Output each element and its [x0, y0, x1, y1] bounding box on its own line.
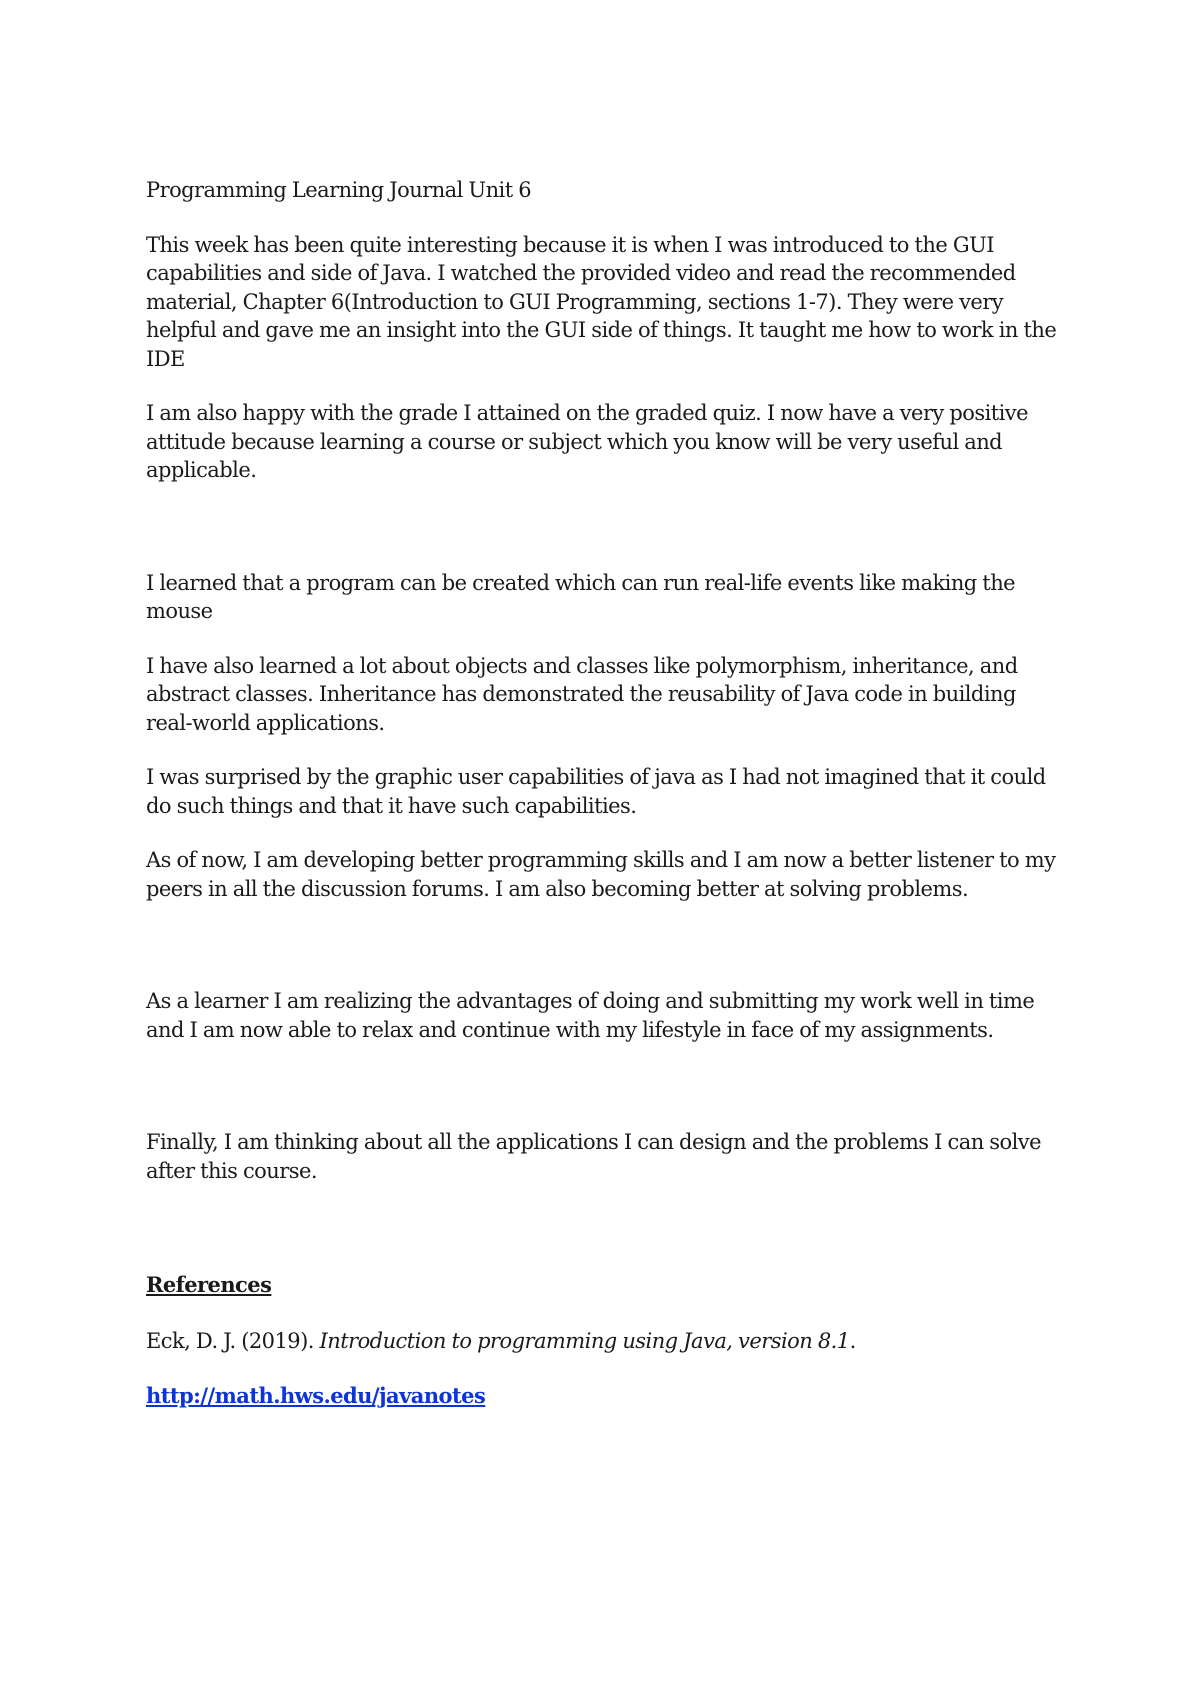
paragraph-objects-classes: I have also learned a lot about objects and classes like polymorphism, inheritance, and abstract classes. Inheritance has demonstrated the reusability of Java code in building real-world applications. — [146, 653, 1018, 735]
paragraph-learner: As a learner I am realizing the advantages of doing and submitting my work well in time and I am now able to relax and continue with my lifestyle in face of my assignments. — [146, 989, 1035, 1042]
reference-end: . — [849, 1328, 856, 1353]
paragraph-program-events: I learned that a program can be created which can run real-life events like making the mouse — [146, 570, 1016, 623]
paragraph-grade: I am also happy with the grade I attained on the graded quiz. I now have a very positive attitude because learning a course or subject which you know will be very useful and applicable. — [146, 401, 1028, 482]
reference-link-line — [146, 1382, 1066, 1411]
paragraph-finally: Finally, I am thinking about all the applications I can design and the problems I can solve after this course. — [146, 1130, 1041, 1183]
reference-link[interactable]: http://math.hws.edu/javanotes — [146, 1383, 486, 1408]
paragraph-intro: This week has been quite interesting because it is when I was introduced to the GUI capabilities and side of Java. I watched the provided video and read the recommended material, Chapter 6(Introduction to GUI Programming, sections 1-7). They were very helpful and gave me an insight into the GUI side of things. It taught me how to work in the IDE — [146, 232, 1057, 371]
reference-author: Eck, D. J. (2019). — [146, 1328, 320, 1353]
reference-entry — [146, 1327, 1066, 1356]
paragraph-skills: As of now, I am developing better programming skills and I am now a better listener to my peers in all the discussion forums. I am also becoming better at solving problems. — [146, 848, 1056, 901]
reference-title: Introduction to programming using Java, version 8.1 — [319, 1328, 850, 1353]
document-page — [146, 176, 1066, 1411]
references-heading: References — [146, 1272, 272, 1297]
paragraph-gui-surprise: I was surprised by the graphic user capabilities of java as I had not imagined that it could do such things and that it have such capabilities. — [146, 765, 1046, 818]
document-title: Programming Learning Journal Unit 6 — [146, 178, 532, 202]
